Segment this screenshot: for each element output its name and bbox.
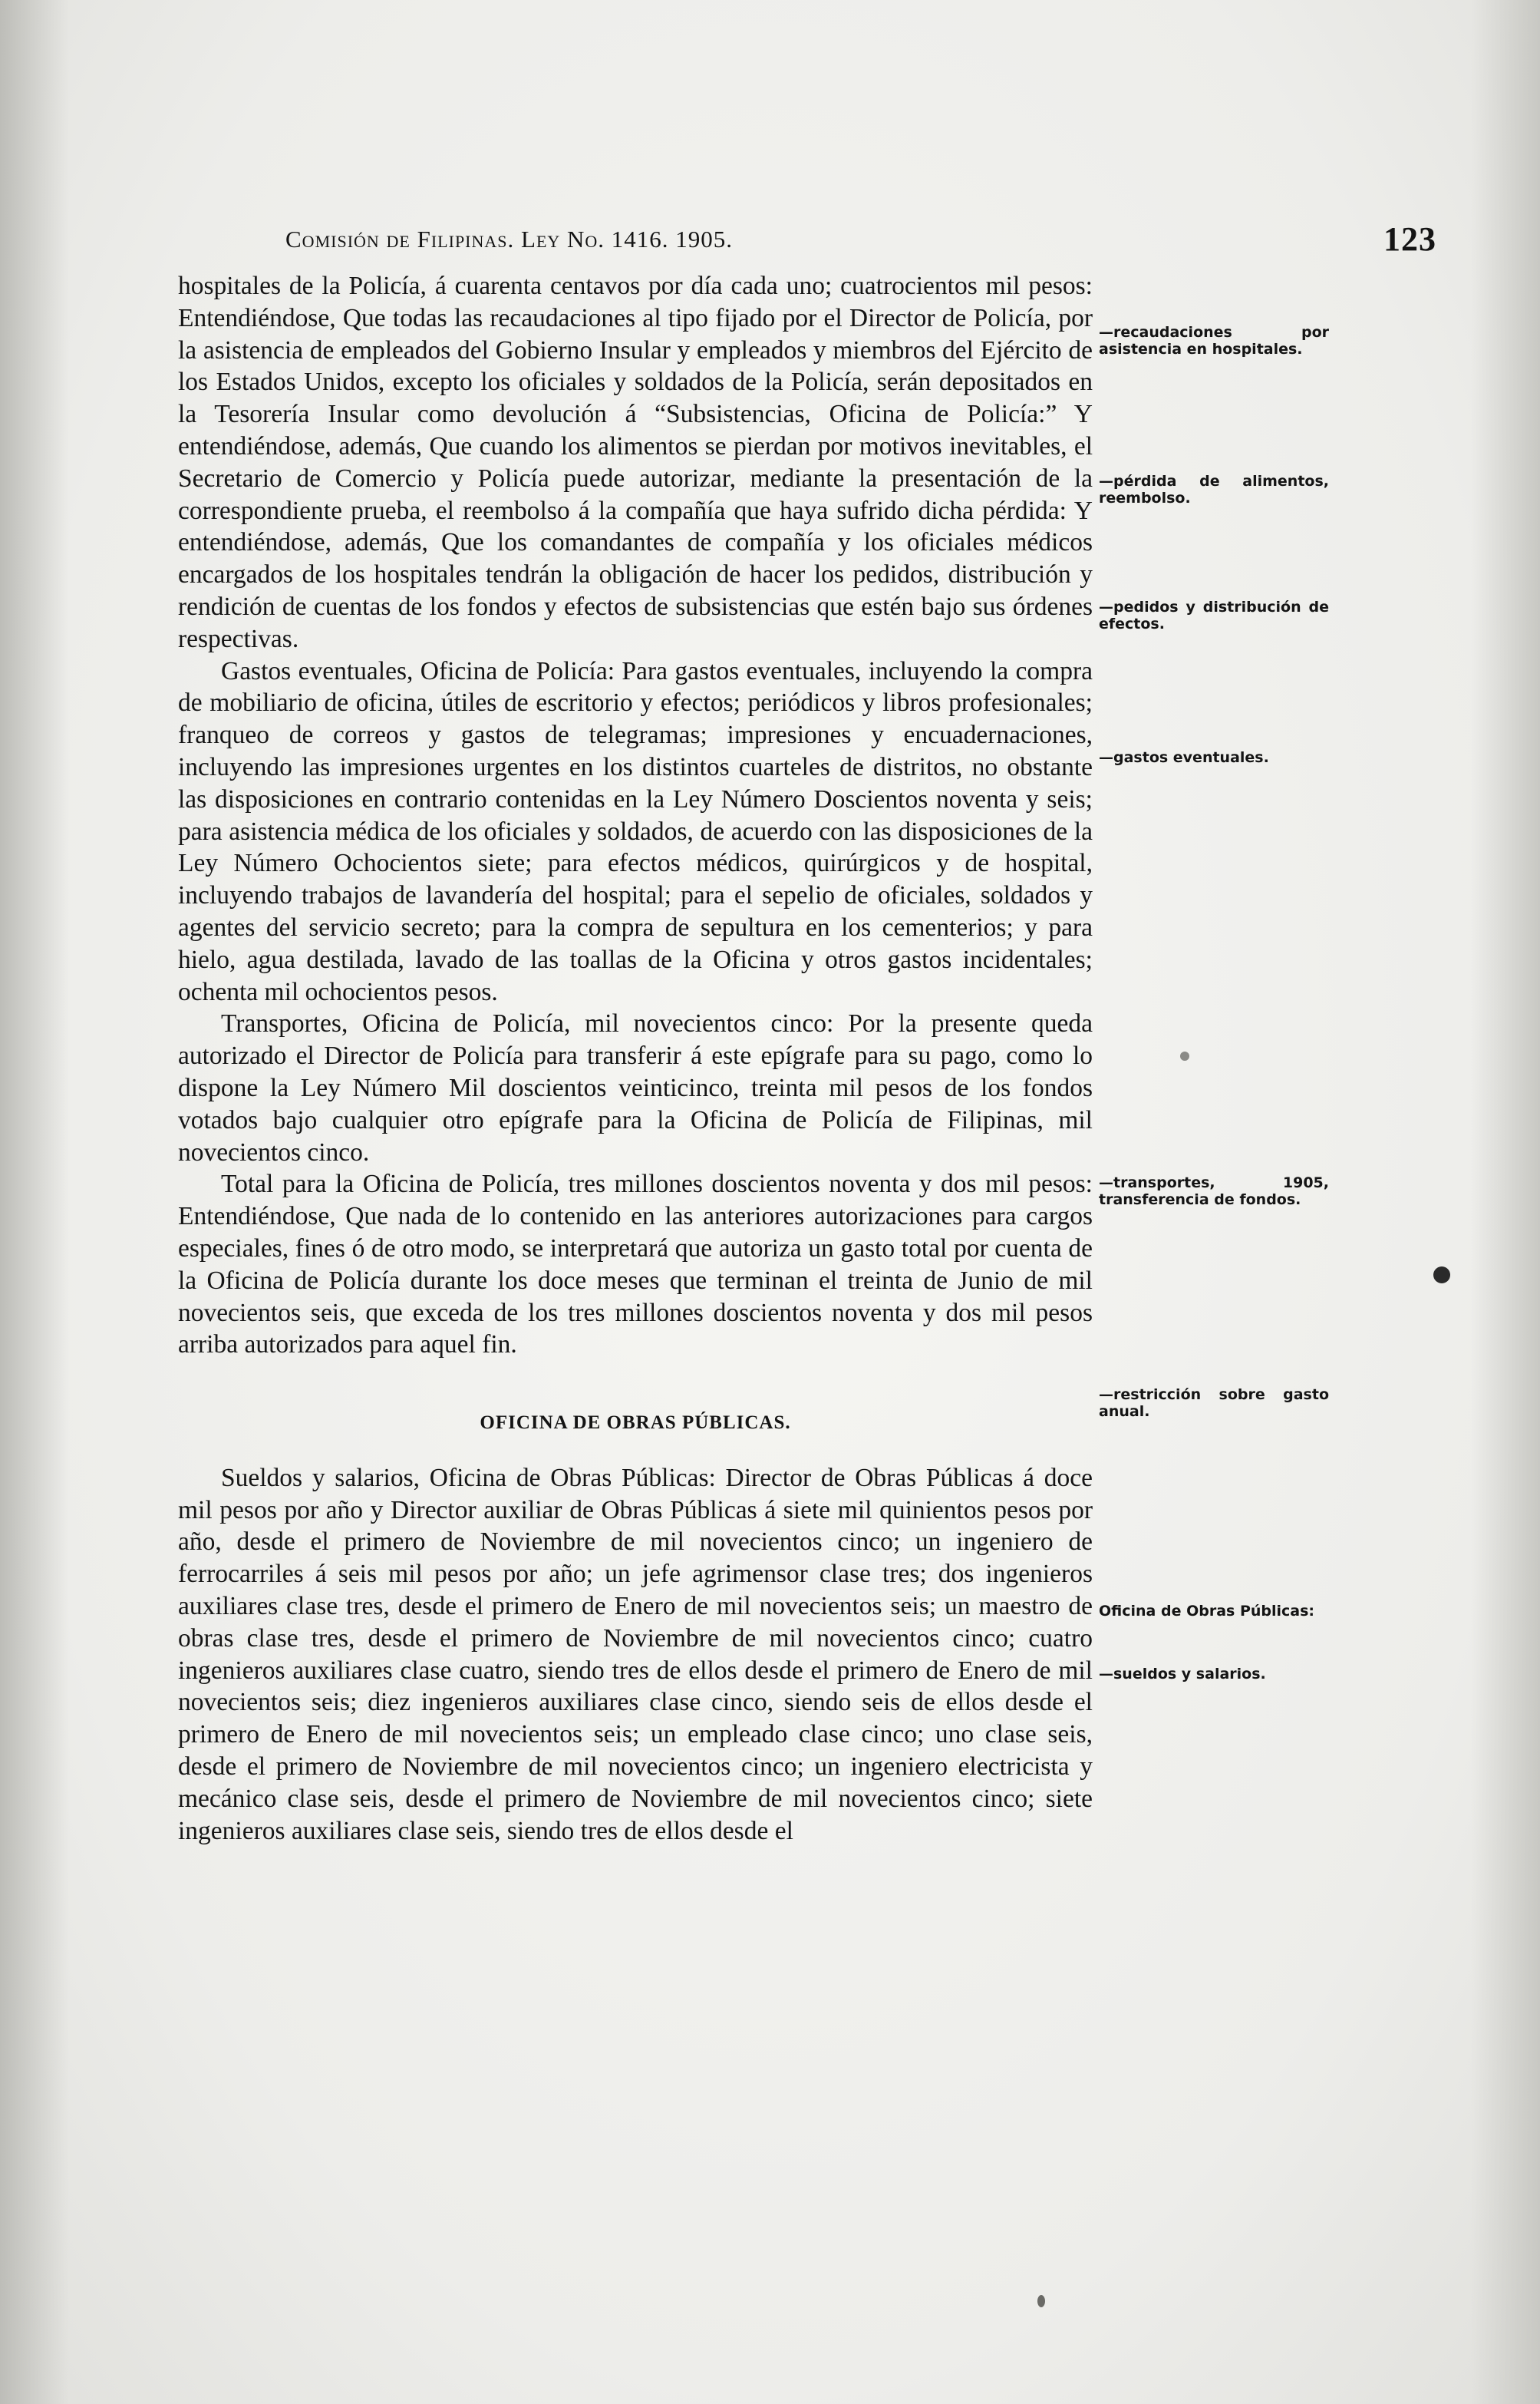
section-heading-obras-publicas: OFICINA DE OBRAS PÚBLICAS. — [480, 1412, 791, 1434]
margin-note-restriccion: —restricción sobre gasto anual. — [1099, 1386, 1329, 1420]
scan-speck — [1180, 1052, 1189, 1061]
running-title: Comisión de Filipinas. Ley No. 1416. 1905. — [285, 226, 734, 253]
margin-note-pedidos: —pedidos y distribución de efectos. — [1099, 599, 1329, 632]
right-edge-shadow — [1471, 0, 1540, 2404]
margin-note-gastos-eventuales: —gastos eventuales. — [1099, 749, 1269, 766]
margin-note-recaudaciones: —recaudaciones por asistencia en hospitales. — [1099, 324, 1329, 358]
paragraph-hospitales: hospitales de la Policía, á cuarenta centavos por día cada uno; cuatrocientos mil pesos: Entendiéndose, Que todas las recaudaciones al tipo fijado por el Director de Policía, por la asistencia de empleados del Gobierno Insular y empleados y miembros del Ejército de los Estados Unidos, excepto los oficiales y soldados de la Policía, serán depositados en la Tesorería Insular como devolución á “Subsistencias, Oficina de Policía:” Y entendiéndose, además, Que cuando los alimentos se pierdan por motivos inevitables, el Secretario de Comercio y Policía puede autorizar, mediante la presentación de la correspondiente prueba, el reembolso á la compañía que haya sufrido dicha pérdida: Y entendiéndose, además, Que los comandantes de compañía y los oficiales médicos encargados de los hospitales tendrán la obligación de hacer los pedidos, distribución y rendición de cuentas de los fondos y efectos de subsistencias que estén bajo sus órdenes respectivas. — [178, 272, 1093, 653]
page-number: 123 — [1383, 220, 1436, 258]
scan-speck — [1433, 1266, 1450, 1283]
paragraph-transportes: Transportes, Oficina de Policía, mil novecientos cinco: Por la presente queda autorizado el Director de Policía para transferir á este epígrafe para su pago, como lo dispone la Ley Número Mil doscientos veinticinco, treinta mil pesos de los fondos votados bajo cualquier otro epígrafe para la Oficina de Policía de Filipinas, mil novecientos cinco. — [178, 1009, 1093, 1167]
paragraph-total: Total para la Oficina de Policía, tres millones doscientos noventa y dos mil pesos: Entendiéndose, Que nada de lo contenido en las anteriores autorizaciones para cargos especiales, fines ó de otro modo, se interpretará que autoriza un gasto total por cuenta de la Oficina de Policía durante los doce meses que terminan el treinta de Junio de mil novecientos seis, que exceda de los tres millones doscientos noventa y dos mil pesos arriba autorizados para aquel fin. — [178, 1170, 1093, 1359]
scan-speck — [1037, 2295, 1045, 2307]
margin-note-transportes: —transportes, 1905, transferencia de fondos. — [1099, 1174, 1329, 1208]
paragraph-gastos-eventuales: Gastos eventuales, Oficina de Policía: Para gastos eventuales, incluyendo la compra de mobiliario de oficina, útiles de escritorio y efectos; periódicos y libros profesionales; franqueo de correos y gastos de telegramas; impresiones y encuadernaciones, incluyendo las impresiones urgentes en los distintos cuarteles de distritos, no obstante las disposiciones en contrario contenidas en la Ley Número Doscientos noventa y seis; para asistencia médica de los oficiales y soldados, de acuerdo con las disposiciones de la Ley Número Ochocientos siete; para efectos médicos, quirúrgicos y de hospital, incluyendo trabajos de lavandería del hospital; para el sepelio de oficiales, soldados y agentes del servicio secreto; para la compra de sepultura en los cementerios; y para hielo, agua destilada, lavado de las toallas de la Oficina y otros gastos incidentales; ochenta mil ochocientos pesos. — [178, 656, 1093, 1006]
margin-note-sueldos: —sueldos y salarios. — [1099, 1666, 1266, 1682]
margin-note-perdida: —pérdida de alimentos, reembolso. — [1099, 473, 1329, 507]
left-edge-shadow — [0, 0, 69, 2404]
margin-note-oficina-obras: Oficina de Obras Públicas: — [1099, 1603, 1315, 1620]
main-text-column — [178, 270, 1093, 1847]
running-header — [285, 220, 1436, 258]
paragraph-sueldos-salarios: Sueldos y salarios, Oficina de Obras Públicas: Director de Obras Públicas á doce mil pesos por año y Director auxiliar de Obras Públicas á siete mil quinientos pesos por año, desde el primero de Noviembre de mil novecientos cinco; un ingeniero de ferrocarriles á seis mil pesos por año; un jefe agrimensor clase tres; dos ingenieros auxiliares clase tres, desde el primero de Enero de mil novecientos seis; un maestro de obras clase tres, desde el primero de Noviembre de mil novecientos cinco; cuatro ingenieros auxiliares clase cuatro, siendo tres de ellos desde el primero de Enero de mil novecientos seis; diez ingenieros auxiliares clase cinco, siendo seis de ellos desde el primero de Enero de mil novecientos seis; un empleado clase cinco; uno clase seis, desde el primero de Noviembre de mil novecientos cinco; un ingeniero electricista y mecánico clase seis, desde el primero de Noviembre de mil novecientos cinco; siete ingenieros auxiliares clase seis, siendo tres de ellos desde el — [178, 1463, 1093, 1845]
